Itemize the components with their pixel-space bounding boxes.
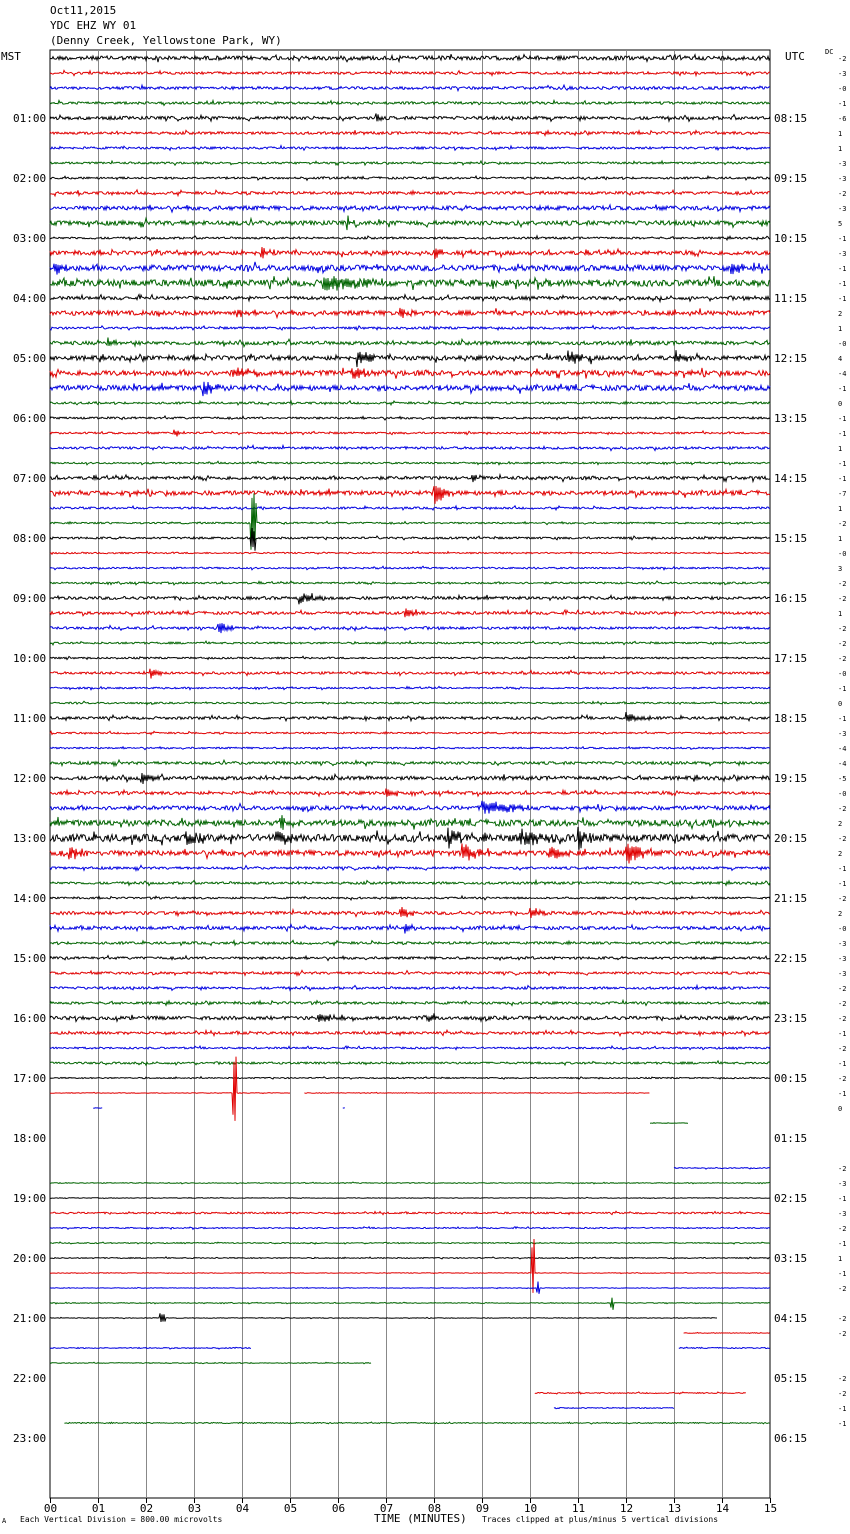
dc-offset-label: -0	[838, 85, 847, 93]
utc-hour-label: 06:15	[774, 1432, 808, 1445]
seismic-trace	[50, 85, 770, 91]
dc-offset-label: -1	[838, 475, 847, 483]
seismic-trace	[50, 1077, 770, 1079]
seismic-trace	[50, 382, 770, 396]
utc-hour-label: 15:15	[774, 532, 808, 545]
utc-hour-label: 08:15	[774, 112, 808, 125]
seismic-trace	[50, 276, 770, 290]
dc-offset-label: -3	[838, 970, 847, 978]
seismic-trace	[50, 216, 770, 231]
mst-hour-label: 13:00	[13, 832, 47, 845]
seismic-trace	[650, 1123, 688, 1124]
dc-offset-label: -1	[838, 715, 847, 723]
dc-offset-label: -1	[838, 415, 847, 423]
seismic-trace	[554, 1408, 674, 1409]
seismic-trace	[50, 295, 770, 302]
dc-offset-label: -1	[838, 280, 847, 288]
seismic-trace	[50, 1046, 770, 1050]
seismic-trace	[50, 1000, 770, 1005]
dc-offset-label: -3	[838, 160, 847, 168]
x-tick-label: 14	[715, 1502, 730, 1515]
dc-offset-label: -4	[838, 370, 847, 378]
dc-offset-label: 1	[838, 1255, 843, 1263]
seismic-trace	[50, 581, 770, 585]
x-tick-label: 02	[139, 1502, 154, 1515]
dc-offset-label: -1	[838, 1270, 847, 1278]
dc-offset-label: 1	[838, 445, 843, 453]
dc-offset-label: 0	[838, 1105, 843, 1113]
utc-hour-label: 19:15	[774, 772, 808, 785]
dc-offset-label: -2	[838, 640, 847, 648]
dc-offset-label: 1	[838, 610, 843, 618]
dc-offset-label: -3	[838, 70, 847, 78]
seismic-trace	[304, 1092, 649, 1093]
dc-offset-label: 3	[838, 565, 843, 573]
seismic-trace	[50, 114, 770, 122]
x-tick-label: 05	[283, 1502, 298, 1515]
seismic-trace	[50, 760, 770, 766]
seismic-trace	[684, 1333, 770, 1334]
mst-hour-label: 01:00	[13, 112, 47, 125]
dc-offset-label: -1	[838, 880, 847, 888]
seismic-trace	[50, 669, 770, 679]
dc-offset-label: -2	[838, 1285, 847, 1293]
x-tick-label: 10	[523, 1502, 538, 1515]
seismic-trace	[50, 1227, 770, 1230]
utc-hour-label: 02:15	[774, 1192, 808, 1205]
mst-hour-label: 12:00	[13, 772, 47, 785]
dc-offset-label: 2	[838, 850, 843, 858]
seismic-trace	[50, 1057, 290, 1121]
seismic-trace	[50, 1061, 770, 1065]
dc-offset-label: -2	[838, 1375, 847, 1383]
seismic-trace	[50, 70, 770, 75]
utc-label: UTC	[785, 50, 805, 63]
seismic-trace	[50, 865, 770, 870]
dc-offset-label: -2	[838, 595, 847, 603]
seismic-trace	[535, 1392, 746, 1394]
seismic-trace	[50, 493, 770, 549]
dc-offset-label: -1	[838, 1240, 847, 1248]
seismic-trace	[50, 956, 770, 961]
utc-hour-label: 21:15	[774, 892, 808, 905]
utc-hour-label: 05:15	[774, 1372, 808, 1385]
seismic-trace	[50, 827, 770, 850]
dc-offset-label: -1	[838, 100, 847, 108]
seismic-trace	[50, 1030, 770, 1036]
seismic-trace	[50, 486, 770, 504]
dc-offset-label: -3	[838, 955, 847, 963]
seismic-trace	[50, 190, 770, 196]
seismic-trace	[50, 924, 770, 933]
clip-note: Traces clipped at plus/minus 5 vertical divisions	[482, 1515, 719, 1524]
seismic-trace	[679, 1347, 770, 1348]
seismic-trace	[50, 747, 770, 750]
dc-offset-label: -2	[838, 1390, 847, 1398]
mst-hour-label: 18:00	[13, 1132, 47, 1145]
utc-hour-label: 04:15	[774, 1312, 808, 1325]
utc-hour-label: 14:15	[774, 472, 808, 485]
dc-offset-label: -4	[838, 760, 847, 768]
mst-hour-label: 06:00	[13, 412, 47, 425]
dc-offset-label: 2	[838, 820, 843, 828]
utc-hour-label: 12:15	[774, 352, 808, 365]
seismic-trace	[50, 789, 770, 797]
seismic-trace	[50, 176, 770, 180]
dc-offset-label: -1	[838, 1420, 847, 1428]
seismic-trace	[50, 1211, 770, 1214]
dc-offset-label: -0	[838, 925, 847, 933]
x-tick-label: 03	[187, 1502, 202, 1515]
dc-offset-label: -3	[838, 940, 847, 948]
dc-offset-label: -0	[838, 670, 847, 678]
dc-offset-label: -7	[838, 490, 847, 498]
dc-offset-label: -4	[838, 745, 847, 753]
seismic-trace	[50, 130, 770, 135]
seismic-trace	[50, 445, 770, 450]
dc-offset-label: -2	[838, 805, 847, 813]
utc-hour-label: 17:15	[774, 652, 808, 665]
seismic-trace	[50, 1239, 770, 1293]
seismic-trace	[50, 1013, 770, 1022]
dc-offset-label: 1	[838, 505, 843, 513]
dc-offset-label: -2	[838, 1225, 847, 1233]
dc-offset-label: -1	[838, 865, 847, 873]
seismic-trace	[50, 907, 770, 918]
dc-offset-label: -1	[838, 430, 847, 438]
dc-offset-label: -3	[838, 1210, 847, 1218]
dc-offset-label: 1	[838, 535, 843, 543]
mst-hour-label: 14:00	[13, 892, 47, 905]
x-tick-label: 06	[331, 1502, 346, 1515]
utc-hour-label: 16:15	[774, 592, 808, 605]
dc-offset-label: -2	[838, 1000, 847, 1008]
utc-hour-label: 01:15	[774, 1132, 808, 1145]
x-tick-label: 15	[763, 1502, 778, 1515]
utc-hour-label: 00:15	[774, 1072, 808, 1085]
dc-offset-label: -5	[838, 775, 847, 783]
dc-offset-label: -2	[838, 520, 847, 528]
mst-hour-label: 02:00	[13, 172, 47, 185]
seismic-trace	[50, 773, 770, 784]
seismic-trace	[50, 815, 770, 830]
mst-hour-label: 03:00	[13, 232, 47, 245]
seismic-trace	[50, 247, 770, 259]
seismic-trace	[50, 262, 770, 275]
seismic-trace	[50, 686, 770, 689]
seismic-trace	[50, 461, 770, 465]
seismic-trace	[50, 506, 770, 510]
seismic-trace	[50, 236, 770, 240]
mst-hour-label: 23:00	[13, 1432, 47, 1445]
dc-offset-label: -2	[838, 55, 847, 63]
dc-offset-label: -2	[838, 625, 847, 633]
dc-offset-label: -2	[838, 1045, 847, 1053]
seismic-trace	[50, 146, 770, 151]
utc-hour-label: 20:15	[774, 832, 808, 845]
dc-offset-label: -1	[838, 295, 847, 303]
mst-hour-label: 19:00	[13, 1192, 47, 1205]
mst-hour-label: 15:00	[13, 952, 47, 965]
mst-label: MST	[1, 50, 21, 63]
seismic-trace	[50, 308, 770, 318]
dc-offset-label: 1	[838, 130, 843, 138]
mst-hour-label: 09:00	[13, 592, 47, 605]
seismic-trace	[50, 161, 770, 165]
dc-offset-label: -2	[838, 190, 847, 198]
dc-offset-label: 4	[838, 355, 843, 363]
seismic-trace	[50, 1182, 770, 1184]
dc-offset-label: -2	[838, 895, 847, 903]
dc-offset-label: 1	[838, 325, 843, 333]
dc-offset-label: 1	[838, 145, 843, 153]
seismic-trace	[50, 475, 770, 482]
seismic-trace	[50, 1347, 251, 1349]
dc-offset-label: -2	[838, 985, 847, 993]
seismic-trace	[50, 350, 770, 367]
mst-hour-label: 05:00	[13, 352, 47, 365]
utc-hour-label: 13:15	[774, 412, 808, 425]
utc-hour-label: 11:15	[774, 292, 808, 305]
seismic-trace	[50, 593, 770, 604]
seismic-trace	[50, 896, 770, 900]
utc-hour-label: 03:15	[774, 1252, 808, 1265]
x-tick-label: 13	[667, 1502, 682, 1515]
dc-label: DC	[825, 48, 834, 56]
seismic-trace	[50, 641, 770, 645]
seismic-trace	[50, 1282, 770, 1294]
dc-offset-label: -1	[838, 1195, 847, 1203]
dc-offset-label: -2	[838, 655, 847, 663]
dc-offset-label: -1	[838, 685, 847, 693]
dc-offset-label: -1	[838, 460, 847, 468]
seismic-trace	[50, 552, 770, 555]
seismic-trace	[50, 1257, 770, 1259]
seismic-trace	[50, 881, 770, 886]
seismic-trace	[50, 101, 770, 106]
utc-hour-label: 23:15	[774, 1012, 808, 1025]
x-tick-label: 01	[91, 1502, 106, 1515]
mst-hour-label: 08:00	[13, 532, 47, 545]
x-tick-label: 11	[571, 1502, 586, 1515]
seismic-trace	[50, 338, 770, 347]
dc-offset-label: -3	[838, 730, 847, 738]
dc-offset-label: -1	[838, 265, 847, 273]
seismic-trace	[50, 326, 770, 330]
trace-layer	[50, 54, 770, 1424]
location-label: (Denny Creek, Yellowstone Park, WY)	[50, 34, 282, 47]
scale-note: Each Vertical Division = 800.00 microvolts	[20, 1515, 223, 1524]
mst-hour-label: 04:00	[13, 292, 47, 305]
x-tick-label: 09	[475, 1502, 490, 1515]
seismic-trace	[50, 1242, 770, 1244]
seismic-trace	[50, 54, 770, 62]
x-tick-label: 04	[235, 1502, 250, 1515]
dc-offset-label: -1	[838, 1090, 847, 1098]
mst-hour-label: 21:00	[13, 1312, 47, 1325]
date-label: Oct11,2015	[50, 4, 117, 17]
x-tick-label: 07	[379, 1502, 394, 1515]
utc-hour-label: 09:15	[774, 172, 808, 185]
mst-hour-label: 17:00	[13, 1072, 47, 1085]
mst-hour-label: 07:00	[13, 472, 47, 485]
x-tick-label: 08	[427, 1502, 442, 1515]
dc-offset-label: -2	[838, 835, 847, 843]
dc-offset-label: 0	[838, 400, 843, 408]
seismic-trace	[64, 1422, 769, 1424]
dc-offset-label: -2	[838, 1015, 847, 1023]
dc-offset-label: -1	[838, 385, 847, 393]
seismic-trace	[50, 712, 770, 721]
dc-offset-label: 2	[838, 910, 843, 918]
seismic-trace	[50, 656, 770, 659]
dc-offset-label: -2	[838, 1330, 847, 1338]
seismic-trace	[50, 430, 770, 437]
dc-offset-label: -3	[838, 205, 847, 213]
x-tick-label: 12	[619, 1502, 634, 1515]
mst-hour-label: 22:00	[13, 1372, 47, 1385]
seismic-trace	[50, 986, 770, 991]
seismic-trace	[50, 1313, 717, 1322]
utc-hour-label: 18:15	[774, 712, 808, 725]
seismic-trace	[50, 731, 770, 734]
station-label: YDC EHZ WY 01	[50, 19, 137, 32]
dc-offset-label: -6	[838, 115, 847, 123]
dc-offset-label: -2	[838, 1315, 847, 1323]
seismic-trace	[50, 205, 770, 213]
seismic-trace	[50, 940, 770, 945]
dc-offset-label: 2	[838, 310, 843, 318]
seismic-trace	[50, 368, 770, 379]
seismic-trace	[50, 701, 770, 704]
utc-hour-label: 10:15	[774, 232, 808, 245]
seismic-trace	[50, 401, 770, 405]
seismic-trace	[50, 609, 770, 618]
seismic-trace	[50, 566, 770, 570]
x-tick-label: 00	[43, 1502, 58, 1515]
dc-offset-label: 0	[838, 700, 843, 708]
scale-mark: A	[2, 1517, 7, 1525]
dc-offset-label: -1	[838, 235, 847, 243]
dc-offset-label: -3	[838, 175, 847, 183]
seismic-trace	[50, 844, 770, 864]
utc-hour-label: 22:15	[774, 952, 808, 965]
mst-hour-label: 20:00	[13, 1252, 47, 1265]
dc-offset-label: -3	[838, 250, 847, 258]
seismic-trace	[50, 801, 770, 814]
seismic-trace	[50, 970, 770, 975]
mst-hour-label: 10:00	[13, 652, 47, 665]
x-axis-title: TIME (MINUTES)	[374, 1512, 467, 1525]
dc-offset-label: 5	[838, 220, 843, 228]
dc-offset-label: -2	[838, 1165, 847, 1173]
dc-offset-label: -3	[838, 1180, 847, 1188]
dc-offset-label: -0	[838, 790, 847, 798]
dc-offset-label: -0	[838, 340, 847, 348]
dc-offset-label: -1	[838, 1405, 847, 1413]
dc-offset-label: -1	[838, 1030, 847, 1038]
seismic-trace	[50, 528, 770, 551]
seismic-trace	[50, 416, 770, 420]
seismic-trace	[50, 623, 770, 633]
label-layer	[13, 55, 846, 1515]
mst-hour-label: 16:00	[13, 1012, 47, 1025]
dc-offset-label: -0	[838, 550, 847, 558]
dc-offset-label: -1	[838, 1060, 847, 1068]
mst-hour-label: 11:00	[13, 712, 47, 725]
dc-offset-label: -2	[838, 1075, 847, 1083]
dc-offset-label: -2	[838, 580, 847, 588]
seismic-trace	[50, 1298, 770, 1310]
seismic-trace	[50, 1197, 770, 1198]
